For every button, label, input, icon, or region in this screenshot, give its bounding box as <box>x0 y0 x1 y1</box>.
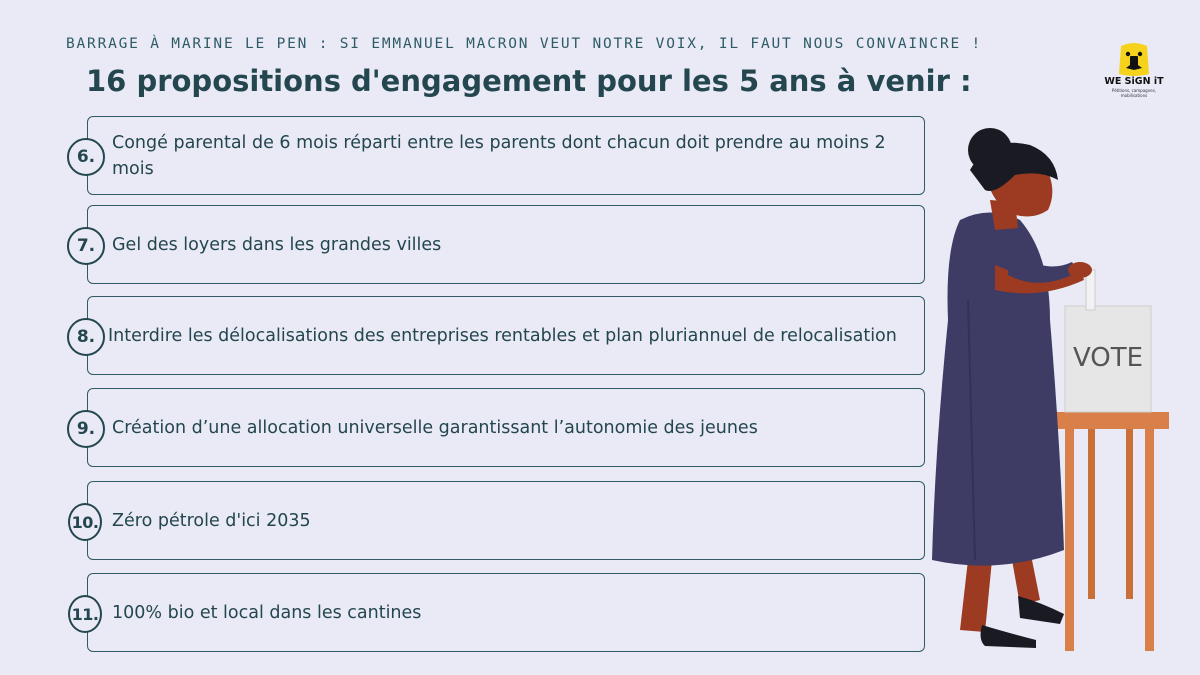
we-sign-it-logo[interactable] <box>1104 42 1164 102</box>
proposition-text: Zéro pétrole d'ici 2035 <box>112 510 311 531</box>
ballot-box-shape <box>1065 270 1151 412</box>
proposition-number: 9. <box>67 410 105 448</box>
proposition-number: 6. <box>67 138 105 176</box>
proposition-text: 100% bio et local dans les cantines <box>112 602 422 623</box>
proposition-text: Interdire les délocalisations des entreprises rentables et plan pluriannuel de relocalisation <box>108 325 897 346</box>
proposition-text: Création d’une allocation universelle garantissant l’autonomie des jeunes <box>112 417 758 438</box>
proposition-number: 11. <box>68 595 102 633</box>
table-shape <box>1046 412 1169 651</box>
page-title: 16 propositions d'engagement pour les 5 ans à venir : <box>86 64 972 98</box>
proposition-item-8 <box>76 296 925 375</box>
proposition-number: 10. <box>68 503 102 541</box>
proposition-item-6 <box>76 116 925 195</box>
proposition-item-11 <box>71 573 925 652</box>
proposition-item-10 <box>71 481 925 560</box>
logo-mark-icon <box>1104 42 1164 78</box>
proposition-number: 8. <box>67 318 105 356</box>
page-subtitle: BARRAGE À MARINE LE PEN : SI EMMANUEL MACRON VEUT NOTRE VOIX, IL FAUT NOUS CONVAINCRE ! <box>66 36 983 52</box>
proposition-item-9 <box>76 388 925 467</box>
proposition-item-7 <box>76 205 925 284</box>
ballot-box-label: VOTE <box>1072 343 1144 373</box>
proposition-text: Gel des loyers dans les grandes villes <box>112 234 442 255</box>
voting-woman-illustration <box>925 120 1200 675</box>
logo-text: WE SiGN iT <box>1104 76 1164 87</box>
proposition-text: Congé parental de 6 mois réparti entre les parents dont chacun doit prendre au moins 2 mois <box>112 132 886 179</box>
logo-tagline: Pétitions, campagnes, mobilisations <box>1111 88 1157 98</box>
proposition-number: 7. <box>67 227 105 265</box>
